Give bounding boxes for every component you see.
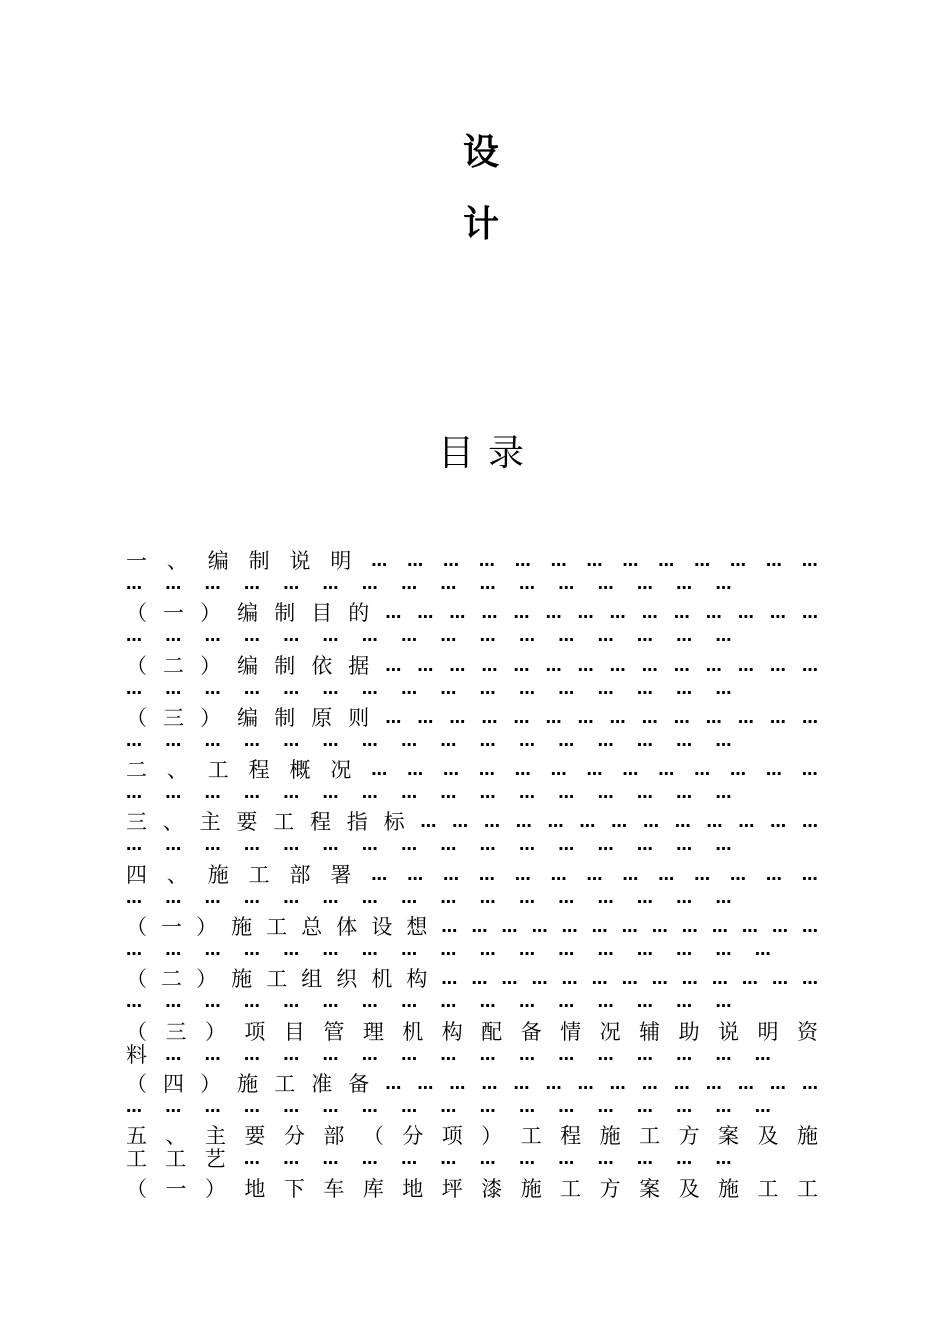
toc-entry[interactable] [126, 809, 818, 861]
toc-entry-line-2: … … … … … … … … … … … … … … … … [126, 626, 732, 646]
toc-entry-line-1: 二 、 工 程 概 况 … … … … … … … … … … … … … [126, 758, 818, 783]
toc-entry[interactable] [126, 966, 818, 1018]
toc-entry-line-1: （ 二 ） 施 工 组 织 机 构 … … … … … … … … … … … … … [126, 967, 818, 992]
toc-entry-line-2: … … … … … … … … … … … … … … … … [126, 678, 732, 698]
toc-entry[interactable] [126, 705, 818, 757]
toc-entry-line-2: … … … … … … … … … … … … … … … … [126, 887, 732, 907]
toc-entry[interactable] [126, 1176, 818, 1228]
toc-entry[interactable] [126, 862, 818, 914]
toc-entry[interactable] [126, 1019, 818, 1071]
toc-entry-line-2: 料 … … … … … … … … … … … … … … … … [126, 1042, 771, 1067]
toc-entry[interactable] [126, 914, 818, 966]
toc-entry-line-1: （ 四 ） 施 工 准 备 … … … … … … … … … … … … … … [126, 1071, 818, 1096]
toc-entry-line-1: 三 、 主 要 工 程 指 标 … … … … … … … … … … … … … [126, 810, 818, 835]
cover-title-line-2: 计 [462, 203, 499, 245]
toc-entry-line-1: （ 一 ） 施 工 总 体 设 想 … … … … … … … … … … … … … [126, 915, 818, 940]
toc-entry[interactable] [126, 1123, 818, 1175]
toc-entry-line-1: 一 、 编 制 说 明 … … … … … … … … … … … … … [126, 549, 818, 573]
toc-entry[interactable] [126, 653, 818, 705]
toc-entry-line-1: （ 一 ） 地 下 车 库 地 坪 漆 施 工 方 案 及 施 工 工 [126, 1176, 818, 1201]
toc-entry-line-1: 四 、 施 工 部 署 … … … … … … … … … … … … … [126, 862, 818, 887]
toc-entry[interactable] [126, 757, 818, 809]
toc-entry[interactable] [126, 548, 818, 600]
toc-entry-line-2: 工 工 艺 … … … … … … … … … … … … … [126, 1147, 732, 1172]
toc-entry-line-2: … … … … … … … … … … … … … … … … … [126, 1096, 771, 1116]
toc-heading: 目录 [438, 433, 539, 474]
toc-entry-line-1: （ 三 ） 项 目 管 理 机 构 配 备 情 况 辅 助 说 明 资 [126, 1019, 818, 1044]
toc-entry[interactable] [126, 600, 818, 652]
toc-entry-line-2: … … … … … … … … … … … … … … … … … [126, 940, 771, 960]
toc-entry-line-1: （ 三 ） 编 制 原 则 … … … … … … … … … … … … … … [126, 705, 818, 730]
toc-entry-line-2: … … … … … … … … … … … … … … … … [126, 992, 732, 1012]
cover-title-line-1: 设 [462, 131, 499, 173]
toc-entry-line-2: … … … … … … … … … … … … … … … … [126, 574, 732, 593]
toc-entry-line-2: … … … … … … … … … … … … … … … … [126, 730, 732, 750]
toc-entry-line-1: （ 二 ） 编 制 依 据 … … … … … … … … … … … … … … [126, 653, 818, 678]
toc-entry-line-1: （ 一 ） 编 制 目 的 … … … … … … … … … … … … … … [126, 601, 818, 626]
toc-entry-line-2: … … … … … … … … … … … … … … … … [126, 835, 732, 855]
toc-entry-line-1: 五 、 主 要 分 部 （ 分 项 ） 工 程 施 工 方 案 及 施 [126, 1124, 818, 1149]
toc-entry-line-2: … … … … … … … … … … … … … … … … [126, 783, 732, 803]
table-of-contents [126, 548, 818, 1228]
toc-entry[interactable] [126, 1071, 818, 1123]
